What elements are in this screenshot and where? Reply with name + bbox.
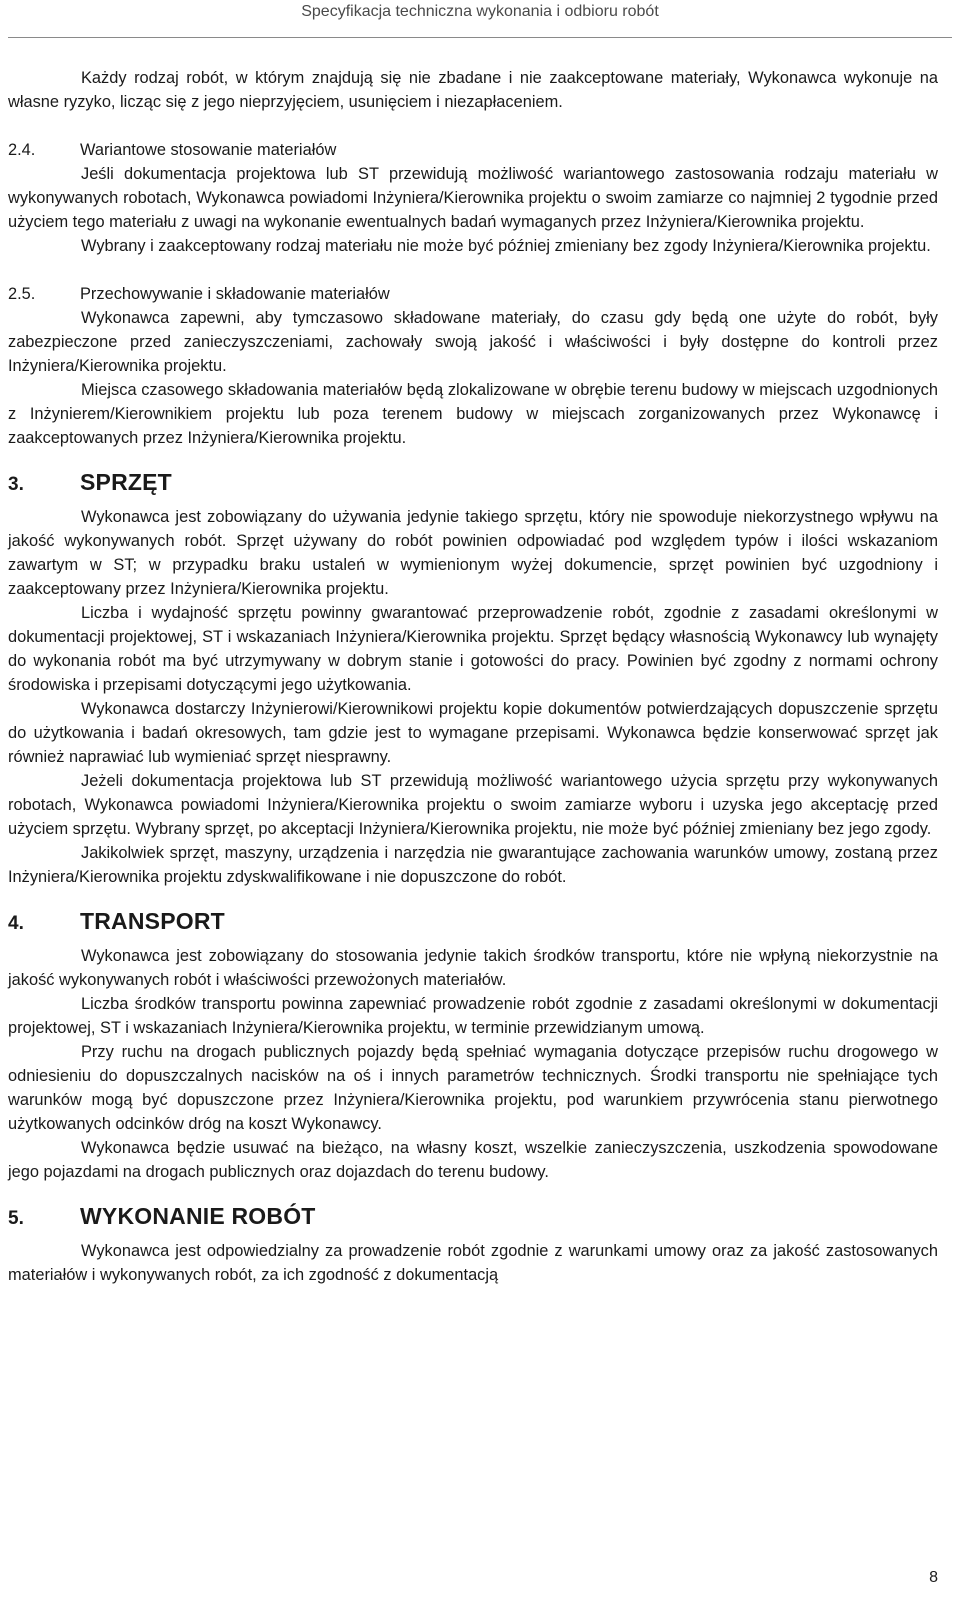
paragraph: Liczba środków transportu powinna zapewniać prowadzenie robót zgodnie z zasadami określonymi w dokumentacji projektowej, ST i wskazaniach Inżyniera/Kierownika projektu, w terminie przewidzianym umową. (8, 995, 938, 1037)
section-heading-3 (8, 470, 938, 497)
paragraph: Wykonawca jest zobowiązany do używania jedynie takiego sprzętu, który nie spowoduje niekorzystnego wpływu na jakość wykonywanych robót. Sprzęt używany do robót powinien odpowiadać pod względem typów i ilości wskazaniom zawartym w ST; w przypadku braku ustaleń w wymienionym wyżej dokumencie, sprzęt powinien być uzgodniony i zaakceptowany przez Inżyniera/Kierownika projektu. (8, 508, 938, 598)
section-number: 4. (8, 913, 24, 934)
paragraph: Wybrany i zaakceptowany rodzaj materiału nie może być później zmieniany bez zgody Inżyniera/Kierownika projektu. (81, 237, 931, 255)
section-title: TRANSPORT (80, 908, 225, 934)
section-number: 3. (8, 474, 24, 495)
section-title: Wariantowe stosowanie materiałów (80, 141, 337, 159)
paragraph: Liczba i wydajność sprzętu powinny gwarantować przeprowadzenie robót, zgodnie z zasadami określonymi w dokumentacji projektowej, ST i wskazaniach Inżyniera/Kierownika projektu. Sprzęt będący własnością Wykonawcy lub wynajęty do wykonania robót ma być utrzymywany w dobrym stanie i gotowości do pracy. Powinien być zgodny z normami ochrony środowiska i przepisami dotyczącymi jego użytkowania. (8, 604, 938, 694)
paragraph: Wykonawca jest odpowiedzialny za prowadzenie robót zgodnie z warunkami umowy oraz za jakość zastosowanych materiałów i wykonywanych robót, za ich zgodność z dokumentacją (8, 1242, 938, 1284)
paragraph: Przy ruchu na drogach publicznych pojazdy będą spełniać wymagania dotyczące przepisów ruchu drogowego w odniesieniu do dopuszczalnych nacisków na oś i innych parametrów technicznych. Środki transportu nie spełniające tych warunków mogą być dopuszczone przez Inżyniera/Kierownika projektu, pod warunkiem przywrócenia stanu pierwotnego użytkowanych odcinków dróg na koszt Wykonawcy. (8, 1043, 938, 1133)
section-number: 2.4. (8, 141, 36, 159)
paragraph: Jeżeli dokumentacja projektowa lub ST przewidują możliwość wariantowego użycia sprzętu przy wykonywanych robotach, Wykonawca powiadomi Inżyniera/Kierownika projektu o swoim zamiarze wyboru i uzyska jego akceptację przed użyciem sprzętu. Wybrany sprzęt, po akceptacji Inżyniera/Kierownika projektu, nie może być później zmieniany bez jego zgody. (8, 772, 938, 838)
section-heading-4 (8, 909, 938, 936)
section-title: WYKONANIE ROBÓT (80, 1203, 316, 1229)
section-heading-2-5 (8, 282, 938, 306)
section-heading-5 (8, 1204, 938, 1231)
section-title: SPRZĘT (80, 469, 172, 495)
paragraph: Wykonawca będzie usuwać na bieżąco, na własny koszt, wszelkie zanieczyszczenia, uszkodzenia spowodowane jego pojazdami na drogach publicznych oraz dojazdach do terenu budowy. (8, 1139, 938, 1181)
section-heading-2-4 (8, 138, 938, 162)
paragraph: Wykonawca jest zobowiązany do stosowania jedynie takich środków transportu, które nie wpłyną niekorzystnie na jakość wykonywanych robót i właściwości przewożonych materiałów. (8, 947, 938, 989)
document-body (8, 66, 938, 1287)
section-number: 2.5. (8, 285, 36, 303)
page-header (0, 0, 960, 38)
page-number: 8 (929, 1569, 938, 1586)
section-title: Przechowywanie i składowanie materiałów (80, 285, 390, 303)
paragraph: Jakikolwiek sprzęt, maszyny, urządzenia i narzędzia nie gwarantujące zachowania warunków umowy, zostaną przez Inżyniera/Kierownika projektu zdyskwalifikowane i nie dopuszczone do robót. (8, 844, 938, 886)
document-title: Specyfikacja techniczna wykonania i odbioru robót (301, 3, 659, 20)
intro-paragraph: Każdy rodzaj robót, w którym znajdują się nie zbadane i nie zaakceptowane materiały, Wykonawca wykonuje na własne ryzyko, licząc się z jego nieprzyjęciem, usunięciem i niezapłaceniem. (8, 69, 938, 111)
paragraph: Miejsca czasowego składowania materiałów będą zlokalizowane w obrębie terenu budowy w miejscach uzgodnionych z Inżynierem/Kierownikiem projektu lub poza terenem budowy w miejscach zorganizowanych przez Wykonawcę i zaakceptowanych przez Inżyniera/Kierownika projektu. (8, 381, 938, 447)
header-divider (8, 37, 952, 38)
paragraph: Jeśli dokumentacja projektowa lub ST przewidują możliwość wariantowego zastosowania rodzaju materiału w wykonywanych robotach, Wykonawca powiadomi Inżyniera/Kierownika projektu o swoim zamiarze co najmniej 2 tygodnie przed użyciem tego materiału z uwagi na wykonanie ewentualnych badań wymaganych przez Inżyniera/Kierownika projektu. (8, 165, 938, 231)
paragraph: Wykonawca zapewni, aby tymczasowo składowane materiały, do czasu gdy będą one użyte do robót, były zabezpieczone przed zanieczyszczeniami, zachowały swoją jakość i właściwości i były dostępne do kontroli przez Inżyniera/Kierownika projektu. (8, 309, 938, 375)
paragraph: Wykonawca dostarczy Inżynierowi/Kierownikowi projektu kopie dokumentów potwierdzających dopuszczenie sprzętu do użytkowania i badań okresowych, tam gdzie jest to wymagane przepisami. Wykonawca będzie konserwować sprzęt jak również naprawiać lub wymieniać sprzęt niesprawny. (8, 700, 938, 766)
section-number: 5. (8, 1208, 24, 1229)
